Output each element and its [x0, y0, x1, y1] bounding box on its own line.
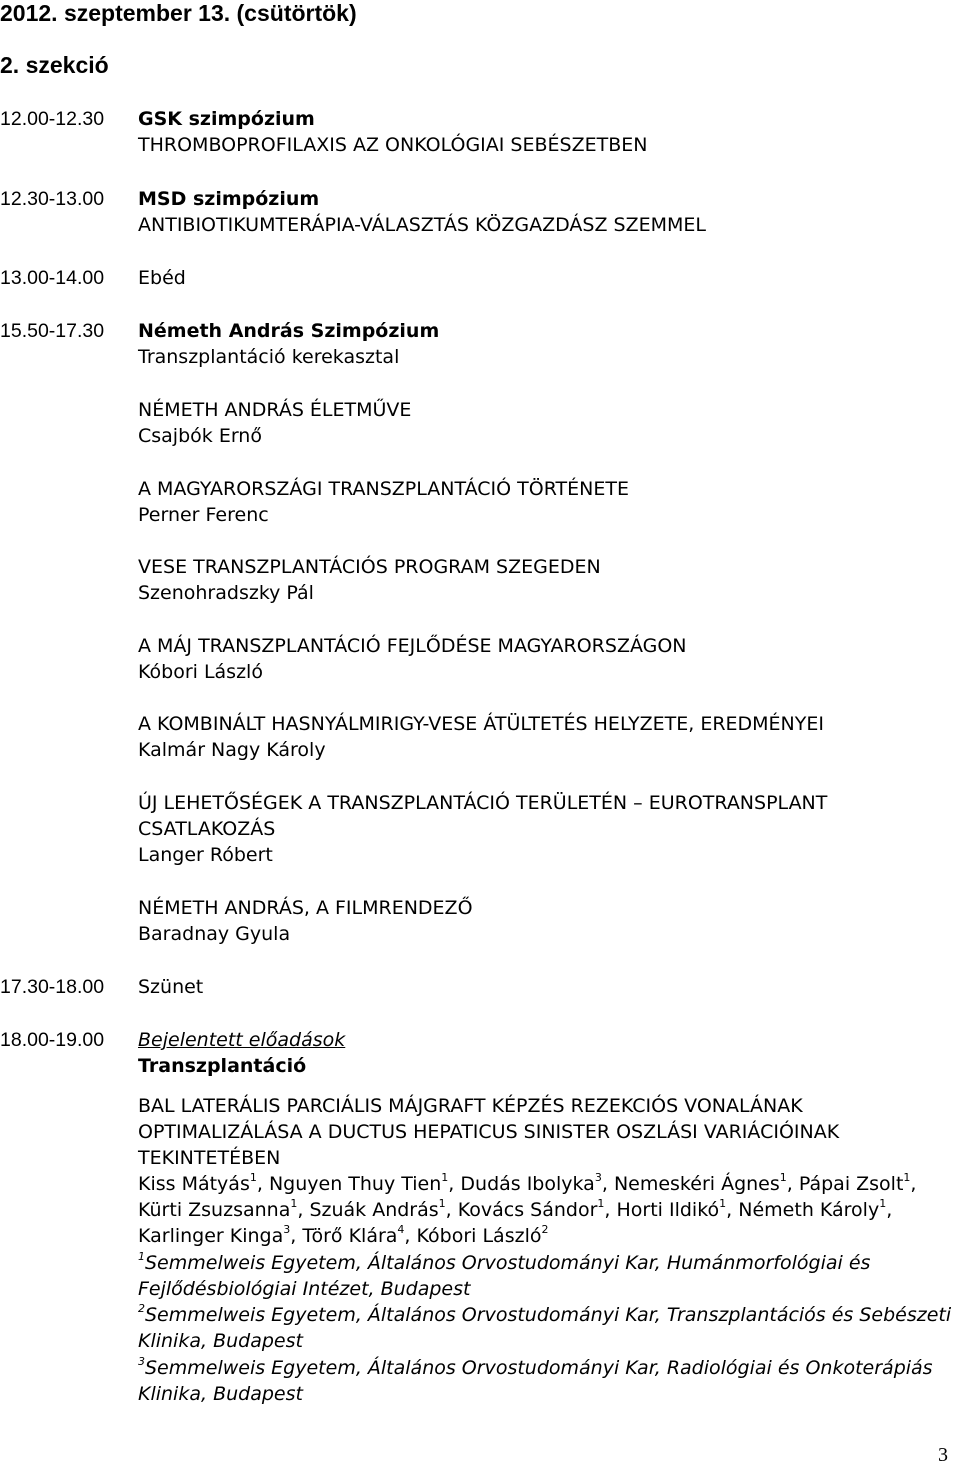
author-affiliation: 1 — [719, 1196, 727, 1210]
affiliation — [138, 1302, 951, 1328]
author-line: Karlinger Kinga$^3$, Törő Klára$^4$, Kóbori László$^2$ — [138, 1222, 549, 1247]
author-affiliation: 1 — [441, 1170, 449, 1184]
session-title: GSK szimpózium — [138, 108, 315, 130]
author-affiliation: 1 — [290, 1196, 298, 1210]
author-name: Németh Károly — [738, 1199, 880, 1221]
author-name: Karlinger Kinga — [138, 1225, 284, 1247]
talk-speaker: Baradnay Gyula — [138, 923, 291, 945]
author-affiliation: 3 — [283, 1222, 291, 1236]
author-name: Nemeskéri Ágnes — [613, 1173, 780, 1195]
talk-title: NÉMETH ANDRÁS ÉLETMŰVE — [138, 399, 412, 421]
talk-speaker: Langer Róbert — [138, 844, 273, 866]
author-name: Törő Klára — [302, 1225, 398, 1247]
author-name: Kóbori László — [416, 1225, 542, 1247]
abstract-title: TEKINTETÉBEN — [138, 1147, 281, 1169]
affiliation-text: Semmelweis Egyetem, Általános Orvostudományi Kar, Radiológiai és Onkoterápiás — [145, 1357, 933, 1379]
abstract-title: OPTIMALIZÁLÁSA A DUCTUS HEPATICUS SINISTER OSZLÁSI VARIÁCIÓINAK — [138, 1121, 840, 1143]
author-name: Dudás Ibolyka — [460, 1173, 595, 1195]
time-slot: 12.30-13.00 — [0, 188, 105, 210]
talk-speaker: Kóbori László — [138, 661, 263, 683]
author-name: Nguyen Thuy Tien — [268, 1173, 442, 1195]
author-name: Horti Ildikó — [616, 1199, 720, 1221]
time-slot: 18.00-19.00 — [0, 1029, 105, 1051]
talk-title-continued: CSATLAKOZÁS — [138, 818, 276, 840]
author-line: Kiss Mátyás$^1$, Nguyen Thuy Tien$^1$, Dudás Ibolyka$^3$, Nemeskéri Ágnes$^1$, Pápai Zsolt$^1$, — [138, 1170, 917, 1195]
affiliation-text: Semmelweis Egyetem, Általános Orvostudományi Kar, Transzplantációs és Sebészeti — [145, 1304, 952, 1326]
session-title: Bejelentett előadások — [138, 1029, 346, 1051]
talk-title: A KOMBINÁLT HASNYÁLMIRIGY-VESE ÁTÜLTETÉS HELYZETE, EREDMÉNYEI — [138, 713, 824, 735]
time-slot: 12.00-12.30 — [0, 108, 105, 130]
session-title: MSD szimpózium — [138, 188, 320, 210]
session-title: Németh András Szimpózium — [138, 320, 440, 342]
talk-title: NÉMETH ANDRÁS, A FILMRENDEZŐ — [138, 897, 473, 919]
author-affiliation: 1 — [438, 1196, 446, 1210]
author-affiliation: 4 — [397, 1222, 405, 1236]
session-title: Ebéd — [138, 267, 186, 289]
author-affiliation: 3 — [594, 1170, 602, 1184]
page-date-heading: 2012. szeptember 13. (csütörtök) — [0, 0, 357, 26]
author-affiliation: 1 — [879, 1196, 887, 1210]
session-subtitle: Transzplantáció — [138, 1055, 307, 1077]
session-subtitle: Transzplantáció kerekasztal — [138, 346, 400, 368]
affiliation-text: Semmelweis Egyetem, Általános Orvostudományi Kar, Humánmorfológiai és — [145, 1252, 871, 1274]
session-subtitle: ANTIBIOTIKUMTERÁPIA-VÁLASZTÁS KÖZGAZDÁSZ SZEMMEL — [138, 214, 706, 236]
talk-title: A MAGYARORSZÁGI TRANSZPLANTÁCIÓ TÖRTÉNETE — [138, 478, 629, 500]
affiliation-number: 2 — [138, 1301, 145, 1315]
author-name: Kiss Mátyás — [138, 1173, 250, 1195]
abstract-title: BAL LATERÁLIS PARCIÁLIS MÁJGRAFT KÉPZÉS REZEKCIÓS VONALÁNAK — [138, 1095, 803, 1117]
author-name: Kürti Zsuzsanna — [138, 1199, 291, 1221]
affiliation-continued: Klinika, Budapest — [138, 1330, 303, 1352]
author-name: Szuák András — [309, 1199, 439, 1221]
author-affiliation: 1 — [903, 1170, 911, 1184]
time-slot: 17.30-18.00 — [0, 976, 105, 998]
talk-speaker: Kalmár Nagy Károly — [138, 739, 326, 761]
talk-speaker: Csajbók Ernő — [138, 425, 262, 447]
author-name: Pápai Zsolt — [798, 1173, 904, 1195]
affiliation-continued: Fejlődésbiológiai Intézet, Budapest — [138, 1278, 471, 1300]
affiliation — [138, 1250, 870, 1276]
talk-speaker: Perner Ferenc — [138, 504, 269, 526]
talk-speaker: Szenohradszky Pál — [138, 582, 314, 604]
session-subtitle: THROMBOPROFILAXIS AZ ONKOLÓGIAI SEBÉSZETBEN — [138, 134, 648, 156]
session-title: Szünet — [138, 976, 204, 998]
affiliation-number: 1 — [138, 1249, 145, 1263]
author-affiliation: 1 — [597, 1196, 605, 1210]
affiliation — [138, 1355, 933, 1381]
author-affiliation: 2 — [541, 1222, 549, 1236]
author-name: Kovács Sándor — [457, 1199, 598, 1221]
page-number: 3 — [938, 1444, 948, 1466]
author-affiliation: 1 — [249, 1170, 257, 1184]
affiliation-continued: Klinika, Budapest — [138, 1383, 303, 1405]
affiliation-number: 3 — [138, 1354, 145, 1368]
talk-title: VESE TRANSZPLANTÁCIÓS PROGRAM SZEGEDEN — [138, 556, 601, 578]
author-affiliation: 1 — [779, 1170, 787, 1184]
time-slot: 15.50-17.30 — [0, 320, 105, 342]
section-heading: 2. szekció — [0, 52, 109, 78]
talk-title: A MÁJ TRANSZPLANTÁCIÓ FEJLŐDÉSE MAGYARORSZÁGON — [138, 635, 687, 657]
time-slot: 13.00-14.00 — [0, 267, 105, 289]
author-line: Kürti Zsuzsanna$^1$, Szuák András$^1$, Kovács Sándor$^1$, Horti Ildikó$^1$, Németh Károly$^1$, — [138, 1196, 893, 1221]
talk-title: ÚJ LEHETŐSÉGEK A TRANSZPLANTÁCIÓ TERÜLETÉN – EUROTRANSPLANT — [138, 792, 828, 814]
